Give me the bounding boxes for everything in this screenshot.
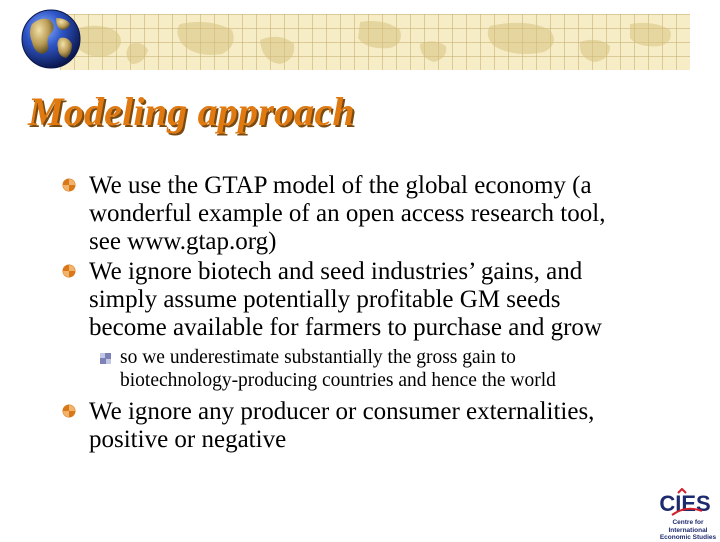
bullet-line: simply assume potentially profitable GM seeds — [89, 286, 561, 313]
bullet-line: wonderful example of an open access research tool, — [89, 200, 606, 227]
logo-subtitle-line: Economic Studies — [659, 534, 717, 541]
bullet-line: see www.gtap.org) — [89, 228, 277, 255]
logo-subtitle-line: Centre for International — [668, 519, 708, 534]
sub-bullet-line: so we underestimate substantially the gross gain to — [120, 347, 516, 368]
orange-disc-bullet-icon — [62, 264, 76, 278]
bullet-text — [89, 172, 605, 256]
logo-wordmark: CIES — [659, 491, 711, 516]
header-banner — [60, 14, 690, 70]
bullet-text — [89, 398, 594, 454]
bullet-line: positive or negative — [89, 426, 287, 453]
cies-logo — [650, 488, 720, 540]
bullet-line: We ignore biotech and seed industries’ gains, and — [89, 258, 583, 285]
bullet-line: We ignore any producer or consumer externalities, — [89, 398, 595, 425]
bullet-text — [89, 258, 602, 342]
orange-disc-bullet-icon — [62, 404, 76, 418]
bullet-line: We use the GTAP model of the global economy (a — [89, 172, 592, 199]
square-bullet-icon — [100, 353, 111, 364]
cies-logo-mark — [655, 488, 715, 518]
bullet-line: become available for farmers to purchase and grow — [89, 314, 602, 341]
logo-subtitle — [658, 519, 718, 542]
sub-bullet-text — [120, 346, 556, 392]
sub-bullet-line: biotechnology-producing countries and hence the world — [120, 370, 556, 391]
globe-icon — [20, 8, 82, 70]
orange-disc-bullet-icon — [62, 178, 76, 192]
slide-title: Modeling approach — [28, 89, 355, 134]
world-map-decoration — [60, 14, 690, 70]
